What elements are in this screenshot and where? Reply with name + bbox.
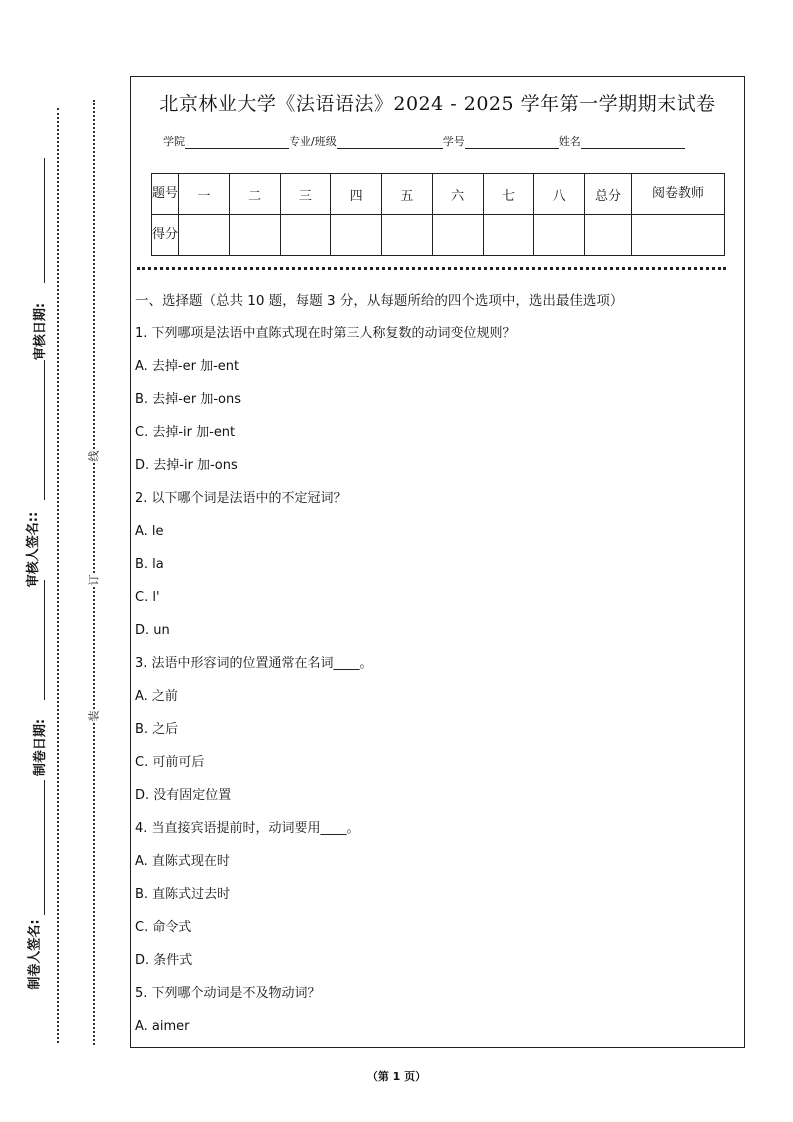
exam-title: 北京林业大学《法语语法》2024 - 2025 学年第一学期期末试卷 (159, 93, 716, 115)
col-6: 六 (432, 174, 483, 215)
question-option[interactable]: C. 可前可后 (135, 755, 205, 770)
question-option[interactable]: B. 直陈式过去时 (135, 887, 231, 902)
question-option[interactable]: C. 命令式 (135, 920, 192, 935)
college-field[interactable] (185, 136, 289, 149)
bind-line-mark: 线 (87, 450, 101, 462)
col-8: 八 (534, 174, 585, 215)
question-option[interactable]: C. 去掉-ir 加-ent (135, 425, 236, 440)
question-stem: 5. 下列哪个动词是不及物动词？ (135, 986, 321, 1001)
score-label: 得分 (152, 215, 179, 256)
score-cell-total[interactable] (585, 215, 632, 256)
review-date-line (44, 158, 45, 283)
question-option[interactable]: B. 去掉-er 加-ons (135, 392, 242, 407)
question-option[interactable]: D. 条件式 (135, 953, 193, 968)
score-cell-1[interactable] (179, 215, 230, 256)
score-table (151, 173, 725, 256)
score-cell-2[interactable] (229, 215, 280, 256)
score-table-header-row (152, 174, 725, 215)
reviewer-sign-label: 审核人签名:: (26, 511, 42, 588)
major-field[interactable] (337, 136, 443, 149)
make-date-label: 制卷日期: (33, 718, 49, 777)
col-7: 七 (483, 174, 534, 215)
page-number: （第 1 页） (366, 1070, 427, 1083)
score-cell-4[interactable] (331, 215, 382, 256)
question-option[interactable]: D. 去掉-ir 加-ons (135, 458, 238, 473)
col-5: 五 (382, 174, 433, 215)
score-cell-5[interactable] (382, 215, 433, 256)
score-cell-6[interactable] (432, 215, 483, 256)
question-content (135, 291, 734, 1050)
question-stem: 4. 当直接宾语提前时，动词要用____。 (135, 821, 360, 836)
col-3: 三 (280, 174, 331, 215)
question-stem: 2. 以下哪个词是法语中的不定冠词？ (135, 491, 347, 506)
major-label: 专业/班级 (289, 135, 337, 148)
make-date-line (44, 580, 45, 700)
question-option[interactable]: D. un (135, 623, 170, 638)
reviewer-sign-line (44, 360, 45, 500)
question-option[interactable]: C. l' (135, 590, 160, 605)
question-option[interactable]: A. 直陈式现在时 (135, 854, 230, 869)
question-option[interactable]: A. le (135, 524, 164, 539)
bind-bind-mark: 装 (87, 710, 101, 722)
score-cell-3[interactable] (280, 215, 331, 256)
question-option[interactable]: B. 之后 (135, 722, 179, 737)
college-label: 学院 (163, 135, 185, 148)
margin-dotted-line-inner (93, 100, 95, 1045)
score-table-score-row (152, 215, 725, 256)
question-option[interactable]: A. 之前 (135, 689, 178, 704)
maker-sign-label: 制卷人签名: (27, 919, 43, 990)
question-number-label: 题号 (152, 174, 179, 215)
col-1: 一 (179, 174, 230, 215)
question-option[interactable]: D. 没有固定位置 (135, 788, 232, 803)
bind-staple-mark: 订 (87, 574, 101, 586)
question-stem: 3. 法语中形容词的位置通常在名词____。 (135, 656, 373, 671)
question-option[interactable]: B. la (135, 557, 164, 572)
col-2: 二 (229, 174, 280, 215)
exam-frame (130, 76, 745, 1048)
total-label: 总分 (585, 174, 632, 215)
student-id-label: 学号 (442, 135, 465, 148)
student-info-row (163, 133, 685, 149)
review-date-label: 审核日期: (33, 302, 49, 361)
margin-dotted-line-outer (57, 108, 59, 1043)
maker-sign-line (44, 780, 45, 915)
name-field[interactable] (581, 136, 685, 149)
header-separator (137, 267, 726, 270)
section-heading: 一、选择题（总共 10 题，每题 3 分，从每题所给的四个选项中，选出最佳选项） (135, 293, 624, 309)
score-cell-8[interactable] (534, 215, 585, 256)
student-id-field[interactable] (465, 136, 559, 149)
question-option[interactable]: A. 去掉-er 加-ent (135, 359, 240, 374)
score-cell-7[interactable] (483, 215, 534, 256)
reviewer-label: 阅卷教师 (632, 174, 725, 215)
col-4: 四 (331, 174, 382, 215)
score-cell-reviewer[interactable] (632, 215, 725, 256)
name-label: 姓名 (558, 135, 581, 148)
question-stem: 1. 下列哪项是法语中直陈式现在时第三人称复数的动词变位规则？ (135, 326, 516, 341)
question-option[interactable]: A. aimer (135, 1019, 190, 1034)
